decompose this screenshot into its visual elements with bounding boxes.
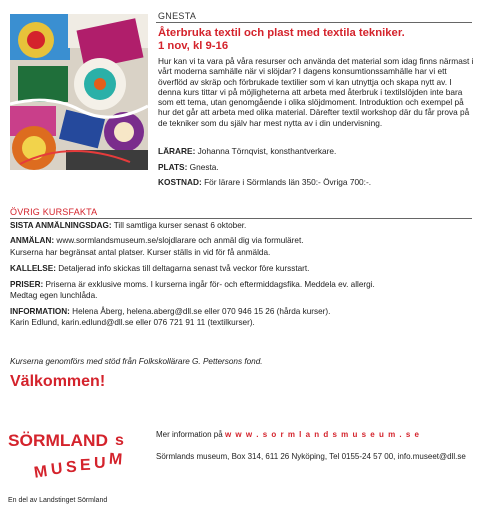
welcome-heading: Välkommen! xyxy=(10,373,106,390)
place-row xyxy=(158,162,474,173)
signup-link[interactable]: www.sormlandsmuseum.se/slojdlarare och anmäl dig via formuläret. xyxy=(56,236,304,245)
course-description: Hur kan vi ta vara på våra resurser och använda det material som idag finns närmast i vårt moderna samhälle när vi slöjdar? I dagens konsumtionssamhälle har vi ett överflöd av skräp och förbrukade textilier som vi kan utnyttja och skapa nytt av. I denna kurs tittar vi på möjligheterna att arbeta med återbruk i textilslöjden inte bara som ett tema, utan genomgående i olika slöjdmoment. Introduktion och exempel på hur det går att arbeta med olika material. Därefter textil workshop där du får prova på de tekniker som du själv har mest nytta av i din undervisning. xyxy=(158,56,474,128)
course-date-line: 1 nov, kl 9-16 xyxy=(158,40,229,52)
logo-letter: s xyxy=(115,432,124,449)
place-label: PLATS: xyxy=(158,162,188,172)
prices-note: Medtag egen lunchlåda. xyxy=(10,291,98,300)
textile-collage-photo xyxy=(10,14,148,170)
teacher-value: Johanna Törnqvist, konsthantverkare. xyxy=(197,146,337,156)
facts-heading: ÖVRIG KURSFAKTA xyxy=(10,207,98,217)
museum-website-link[interactable]: w w w . s o r m l a n d s m u s e u m . s e xyxy=(224,430,420,439)
info-line-2: Karin Edlund, karin.edlund@dll.se eller 076 721 91 11 (textilkurser). xyxy=(10,318,255,327)
course-title-line: Återbruka textil och plast med textila tekniker. xyxy=(158,27,405,39)
summons-row xyxy=(10,264,470,275)
facts-divider xyxy=(10,218,472,219)
summons-label: KALLELSE: xyxy=(10,264,56,273)
info-label: INFORMATION: xyxy=(10,307,70,316)
logo-letter: U xyxy=(50,460,64,479)
place-value: Gnesta. xyxy=(189,162,219,172)
logo-word: SÖRMLAND xyxy=(8,431,108,450)
deadline-label: SISTA ANMÄLNINGSDAG: xyxy=(10,221,112,230)
logo-letter: M xyxy=(108,450,123,469)
teacher-row xyxy=(158,146,474,157)
deadline-value: Till samtliga kurser senast 6 oktober. xyxy=(113,221,247,230)
course-location: GNESTA xyxy=(158,11,197,21)
signup-row xyxy=(10,236,470,247)
more-info-prefix: Mer information på xyxy=(156,430,223,439)
logo-letter: S xyxy=(65,458,78,477)
info-row xyxy=(10,307,470,318)
sormlands-museum-logo xyxy=(4,418,144,508)
deadline-row xyxy=(10,221,470,232)
prices-row xyxy=(10,280,470,291)
teacher-label: LÄRARE: xyxy=(158,146,196,156)
logo-tagline: En del av Landstinget Sörmland xyxy=(8,497,108,504)
section-divider xyxy=(156,22,472,23)
summons-value: Detaljerad info skickas till deltagarna senast två veckor före kursstart. xyxy=(58,264,310,273)
cost-value: För lärare i Sörmlands län 350:- Övriga 700:-. xyxy=(204,177,372,187)
prices-label: PRISER: xyxy=(10,280,44,289)
cost-label: KOSTNAD: xyxy=(158,177,202,187)
logo-letter: M xyxy=(32,463,49,482)
logo-letter: U xyxy=(94,455,106,472)
course-title xyxy=(158,27,472,53)
footer-more-info xyxy=(156,430,420,439)
footer-address: Sörmlands museum, Box 314, 611 26 Nyköping, Tel 0155-24 57 00, info.museet@dll.se xyxy=(156,452,466,461)
signup-note: Kurserna har begränsat antal platser. Kurser ställs in vid för få anmälda. xyxy=(10,248,271,257)
prices-value: Priserna är exklusive moms. I kurserna ingår för- och eftermiddagsfika. Meddela ev. allergi. xyxy=(45,280,375,289)
support-note: Kurserna genomförs med stöd från Folkskollärare G. Pettersons fond. xyxy=(10,357,263,366)
logo-letter: E xyxy=(79,456,91,475)
info-value: Helena Åberg, helena.aberg@dll.se eller 070 946 15 26 (hårda kurser). xyxy=(72,307,331,316)
signup-label: ANMÄLAN: xyxy=(10,236,55,245)
cost-row xyxy=(158,177,474,188)
